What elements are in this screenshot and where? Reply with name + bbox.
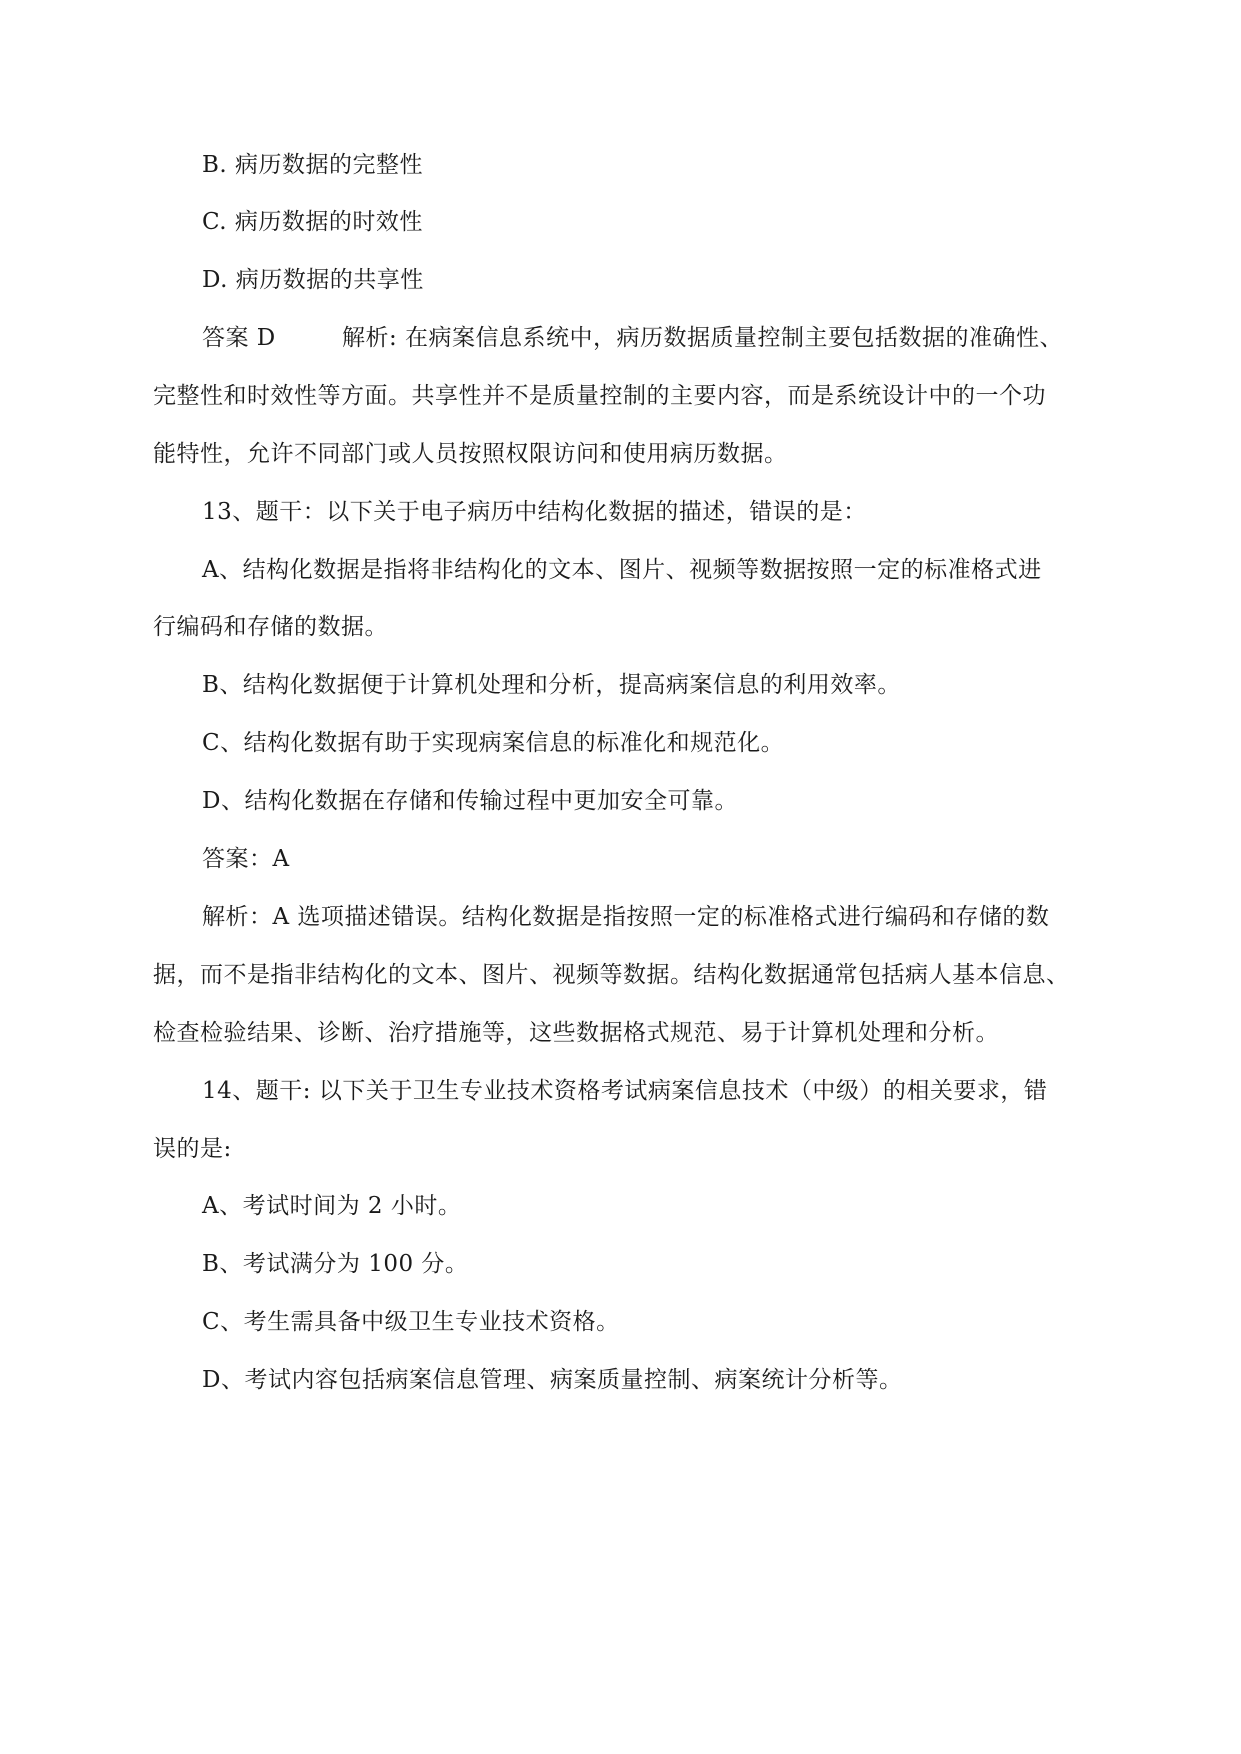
q13-answer: 答案：A [202, 846, 290, 872]
q13-option-d: D、结构化数据在存储和传输过程中更加安全可靠。 [202, 788, 738, 814]
explanation-line: 完整性和时效性等方面。共享性并不是质量控制的主要内容，而是系统设计中的一个功 [153, 383, 1046, 409]
q14-option-c: C、考生需具备中级卫生专业技术资格。 [202, 1309, 620, 1335]
q13-option-b: B、结构化数据便于计算机处理和分析，提高病案信息的利用效率。 [202, 672, 901, 698]
option-c: C. 病历数据的时效性 [202, 209, 423, 235]
question-14-stem: 14、题干: 以下关于卫生专业技术资格考试病案信息技术（中级）的相关要求，错 [202, 1078, 1048, 1104]
q14-option-a: A、考试时间为 2 小时。 [202, 1193, 462, 1219]
option-d: D. 病历数据的共享性 [202, 267, 424, 293]
q13-explanation: 解析：A 选项描述错误。结构化数据是指按照一定的标准格式进行编码和存储的数 [202, 904, 1050, 930]
q13-option-c: C、结构化数据有助于实现病案信息的标准化和规范化。 [202, 730, 785, 756]
q14-option-b: B、考试满分为 100 分。 [202, 1251, 469, 1277]
explanation-line: 能特性，允许不同部门或人员按照权限访问和使用病历数据。 [153, 441, 788, 467]
option-b: B. 病历数据的完整性 [202, 152, 424, 178]
q13-explanation-cont: 检查检验结果、诊断、治疗措施等，这些数据格式规范、易于计算机处理和分析。 [153, 1020, 999, 1046]
q13-option-a: A、结构化数据是指将非结构化的文本、图片、视频等数据按照一定的标准格式进 [202, 557, 1042, 583]
question-14-stem-cont: 误的是: [153, 1136, 232, 1162]
answer-label: 答案 D [202, 325, 276, 351]
q13-explanation-cont: 据，而不是指非结构化的文本、图片、视频等数据。结构化数据通常包括病人基本信息、 [153, 962, 1070, 988]
q13-option-a-cont: 行编码和存储的数据。 [153, 614, 388, 640]
explanation-text: 解析: 在病案信息系统中，病历数据质量控制主要包括数据的准确性、 [342, 325, 1064, 351]
question-13-stem: 13、题干：以下关于电子病历中结构化数据的描述，错误的是： [202, 499, 867, 525]
q14-option-d: D、考试内容包括病案信息管理、病案质量控制、病案统计分析等。 [202, 1367, 903, 1393]
answer-explanation-line [202, 323, 1063, 353]
